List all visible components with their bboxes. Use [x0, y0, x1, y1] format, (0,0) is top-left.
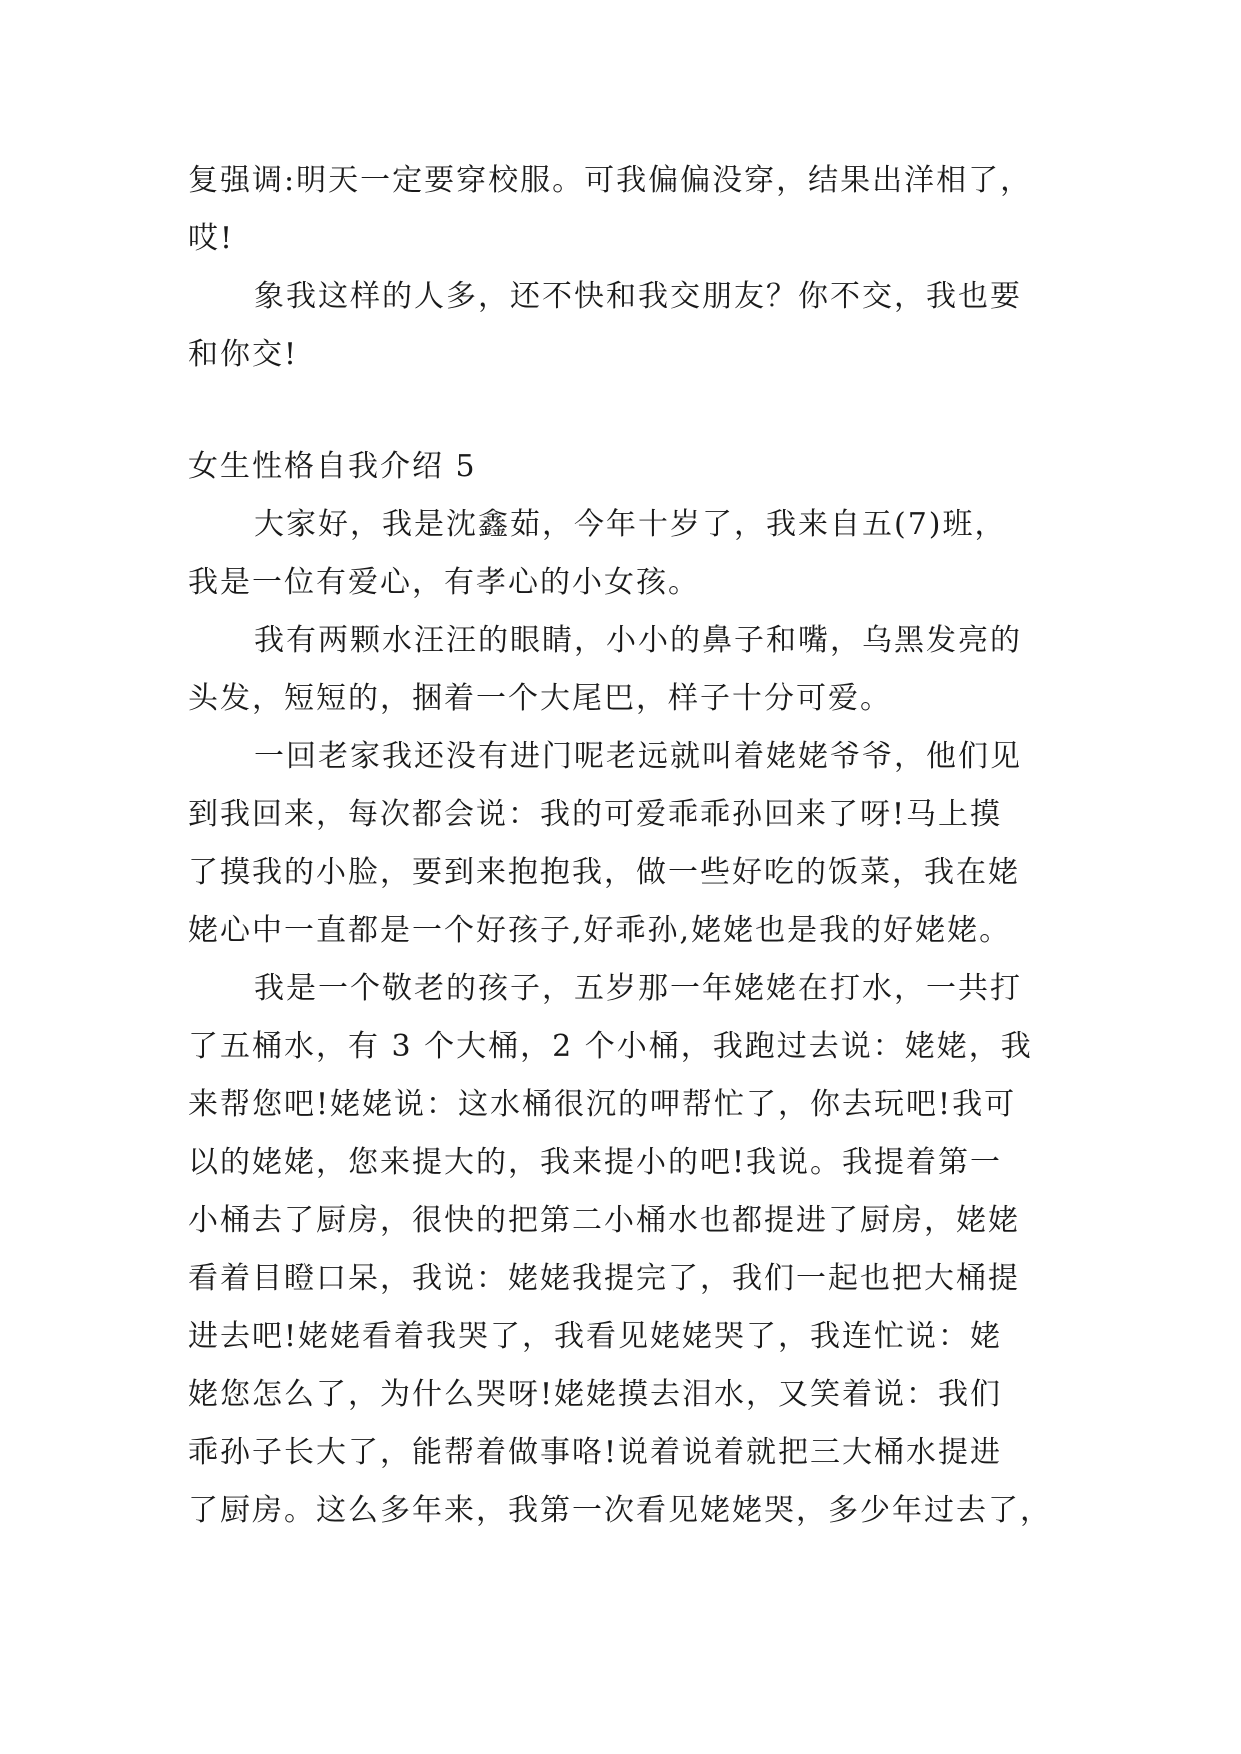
text-line: 以的姥姥，您来提大的，我来提小的吧!我说。我提着第一	[188, 1145, 1003, 1180]
paragraphs-after-heading	[188, 506, 1052, 1550]
text-line: 了摸我的小脸，要到来抱抱我，做一些好吃的饭菜，我在姥	[188, 855, 1020, 890]
text-line: 了厨房。这么多年来，我第一次看见姥姥哭，多少年过去了，	[188, 1493, 1052, 1528]
text-line: 来帮您吧!姥姥说：这水桶很沉的呷帮忙了，你去玩吧!我可	[188, 1087, 1017, 1122]
text-line: 复强调:明天一定要穿校服。可我偏偏没穿，结果出洋相了，	[188, 163, 1033, 198]
text-line: 进去吧!姥姥看着我哭了，我看见姥姥哭了，我连忙说：姥	[188, 1319, 1003, 1354]
document-body	[188, 162, 1052, 1550]
text-line: 一回老家我还没有进门呢老远就叫着姥姥爷爷，他们见	[254, 739, 1022, 774]
text-line: 大家好，我是沈鑫茹，今年十岁了，我来自五(7)班，	[254, 507, 1007, 542]
text-line: 到我回来，每次都会说：我的可爱乖乖孙回来了呀!马上摸	[188, 797, 1003, 832]
section-heading: 女生性格自我介绍 5	[188, 449, 477, 484]
text-line: 看着目瞪口呆，我说：姥姥我提完了，我们一起也把大桶提	[188, 1261, 1020, 1296]
text-line: 哎!	[188, 221, 235, 256]
text-line: 头发，短短的，捆着一个大尾巴，样子十分可爱。	[188, 681, 892, 716]
text-line: 我有两颗水汪汪的眼睛，小小的鼻子和嘴，乌黑发亮的	[254, 623, 1022, 658]
text-line: 了五桶水，有 3 个大桶，2 个小桶，我跑过去说：姥姥，我	[188, 1029, 1033, 1064]
text-line: 象我这样的人多，还不快和我交朋友？你不交，我也要	[254, 279, 1022, 314]
paragraphs-before-heading	[188, 162, 1048, 394]
text-line: 我是一位有爱心，有孝心的小女孩。	[188, 565, 700, 600]
text-line: 小桶去了厨房，很快的把第二小桶水也都提进了厨房，姥姥	[188, 1203, 1020, 1238]
text-line: 姥心中一直都是一个好孩子,好乖孙,姥姥也是我的好姥姥。	[188, 913, 1012, 948]
text-line: 乖孙子长大了，能帮着做事咯!说着说着就把三大桶水提进	[188, 1435, 1003, 1470]
text-line: 和你交!	[188, 337, 299, 372]
text-line: 姥您怎么了，为什么哭呀!姥姥摸去泪水，又笑着说：我们	[188, 1377, 1003, 1412]
text-line: 我是一个敬老的孩子，五岁那一年姥姥在打水，一共打	[254, 971, 1022, 1006]
section-gap	[188, 394, 1048, 448]
